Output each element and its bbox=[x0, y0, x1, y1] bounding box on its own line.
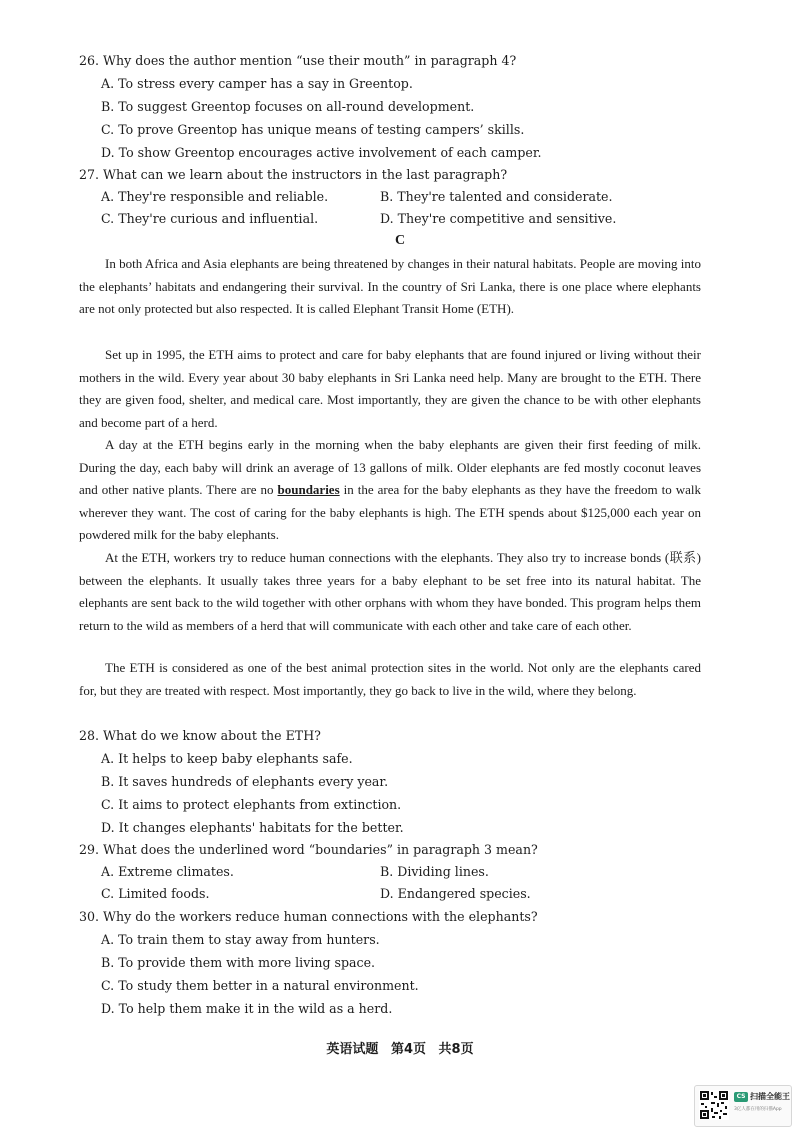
q26-option-a: A. To stress every camper has a say in Greentop. bbox=[101, 76, 413, 91]
paragraph-3-text-after: in the area for the baby elephants as they have the freedom to walk wherever they want. The cost of caring for the baby elephants is high. The ETH spends about $125,000 each year on powdered milk for the baby elephants. bbox=[79, 482, 701, 543]
q26-option-b: B. To suggest Greentop focuses on all-round development. bbox=[101, 99, 475, 114]
q30-stem: 30. Why do the workers reduce human connections with the elephants? bbox=[79, 909, 538, 924]
q29-option-a: A. Extreme climates. bbox=[101, 864, 234, 879]
q27-option-a: A. They're responsible and reliable. bbox=[101, 189, 329, 204]
qr-code-icon bbox=[699, 1090, 729, 1120]
scanner-app-name: 扫描全能王 bbox=[750, 1092, 790, 1101]
q26-stem: 26. Why does the author mention “use their mouth” in paragraph 4? bbox=[79, 53, 517, 68]
scanner-tagline: 3亿人都在用的扫描App bbox=[734, 1107, 782, 1112]
q28-option-c: C. It aims to protect elephants from extinction. bbox=[101, 797, 402, 812]
underlined-word-boundaries: boundaries bbox=[277, 482, 340, 498]
q29-stem: 29. What does the underlined word “boundaries” in paragraph 3 mean? bbox=[79, 842, 538, 857]
passage-paragraph-5: The ETH is considered as one of the best animal protection sites in the world. Not only are the elephants cared for, but they are treated with respect. Most importantly, they go back to live in the wild, where they belong. bbox=[79, 660, 701, 698]
q27-stem: 27. What can we learn about the instructors in the last paragraph? bbox=[79, 167, 508, 182]
q29-option-b: B. Dividing lines. bbox=[380, 864, 489, 879]
footer-page-total: 共8页 bbox=[438, 1042, 474, 1057]
q27-option-b: B. They're talented and considerate. bbox=[380, 189, 613, 204]
q28-option-a: A. It helps to keep baby elephants safe. bbox=[101, 751, 353, 766]
q28-option-b: B. It saves hundreds of elephants every year. bbox=[101, 774, 389, 789]
passage-paragraph-3 bbox=[79, 434, 701, 547]
scanner-watermark bbox=[694, 1085, 792, 1127]
footer-page-number: 第4页 bbox=[390, 1042, 426, 1057]
footer-subject: 英语试题 bbox=[326, 1042, 379, 1057]
q29-option-d: D. Endangered species. bbox=[380, 886, 531, 901]
q30-option-d: D. To help them make it in the wild as a herd. bbox=[101, 1001, 393, 1016]
q26-option-d: D. To show Greentop encourages active involvement of each camper. bbox=[101, 145, 542, 160]
passage-paragraph-4: At the ETH, workers try to reduce human connections with the elephants. They also try to increase bonds (联系) between the elephants. It usually takes three years for a baby elephant to be set free into its natural habitat. The elephants are sent back to the wild together with other orphans with whom they have bonded. This program helps them return to the wild as members of a herd that will communicate with each other and take care of each other. bbox=[79, 550, 701, 633]
q26-option-c: C. To prove Greentop has unique means of testing campers’ skills. bbox=[101, 122, 525, 137]
q27-option-d: D. They're competitive and sensitive. bbox=[380, 211, 617, 226]
q30-option-a: A. To train them to stay away from hunters. bbox=[101, 932, 380, 947]
q28-stem: 28. What do we know about the ETH? bbox=[79, 728, 321, 743]
q27-option-c: C. They're curious and influential. bbox=[101, 211, 319, 226]
paragraph-3-text-before: A day at the ETH begins early in the morning when the baby elephants are given their first feeding of milk. During the day, each baby will drink an average of 13 gallons of milk. Older elephants are fed mostly coconut leaves and other native plants. There are no bbox=[79, 437, 701, 498]
passage-paragraph-2: Set up in 1995, the ETH aims to protect and care for baby elephants that are found injured or living without their mothers in the wild. Every year about 30 baby elephants in Sri Lanka need help. Many are brought to the ETH. There they are given food, shelter, and medical care. Most importantly, they are given the chance to be with other elephants and become part of a herd. bbox=[79, 347, 701, 430]
passage-paragraph-1: In both Africa and Asia elephants are being threatened by changes in their natural habitats. People are moving into the elephants’ habitats and endangering their survival. In the country of Sri Lanka, there is one place where elephants are not only protected but also respected. It is called Elephant Transit Home (ETH). bbox=[79, 256, 701, 317]
page-footer bbox=[0, 1040, 800, 1060]
q30-option-b: B. To provide them with more living space. bbox=[101, 955, 376, 970]
scanner-logo: CS bbox=[734, 1092, 748, 1102]
q29-option-c: C. Limited foods. bbox=[101, 886, 210, 901]
q28-option-d: D. It changes elephants' habitats for the better. bbox=[101, 820, 404, 835]
q30-option-c: C. To study them better in a natural environment. bbox=[101, 978, 419, 993]
section-label: C bbox=[394, 233, 406, 248]
